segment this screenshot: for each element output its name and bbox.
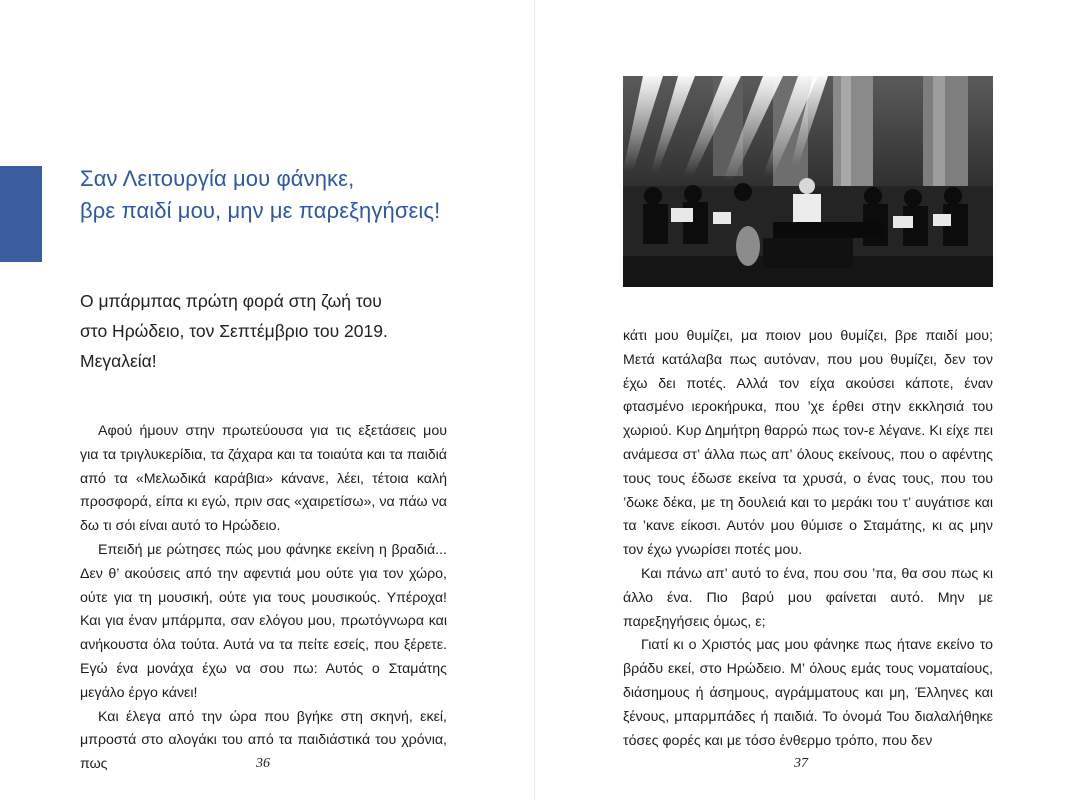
- heading-line-2: βρε παιδί μου, μην με παρεξηγήσεις!: [80, 198, 441, 223]
- paragraph: Γιατί κι ο Χριστός μας μου φάνηκε πως ήτανε εκείνο το βράδυ εκεί, στο Ηρώδειο. Μ’ όλους εμάς τους νοματαίους, διάσημους ή άσημους, αγράμματους και μη, Έλληνες και ξένους, μπαρμπάδες ή παιδιά. Το όνομά Του διαλαλήθηκε τόσες φορές και με τόσο ένθερμο τρόπο, που δεν: [623, 637, 993, 749]
- caption-line-2: στο Ηρώδειο, τον Σεπτέμβριο του 2019.: [80, 321, 388, 341]
- paragraph: κάτι μου θυμίζει, μα ποιον μου θυμίζει, βρε παιδί μου; Μετά κατάλαβα πως αυτόναν, που μου θυμίζει, δεν τον έχω δει ποτές. Αλλά τον είχα ακούσει κάποτε, έναν φτασμένο ιεροκήρυκα, που ’χε έρθει στην εκκλησιά του χωριού. Κυρ Δημήτρη θαρρώ πως τον-ε λέγανε. Κι είχε πει ανάμεσα στ’ άλλα πως απ’ όλους εκείνους, που ο αφέντης τους τους έδωσε εκείνα τα χρυσά, ο ένας τους, που του ’δωκε δέκα, με τη δουλειά και το μεράκι του τ’ αυγάτισε και τα ’κανε είκοσι. Αυτόν μου θύμισε ο Σταμάτης, κι ας μην τον έχω γνωρίσει ποτές μου.: [623, 328, 993, 559]
- accent-bar: [0, 166, 42, 262]
- page-number-right: 37: [794, 756, 808, 771]
- paragraph: Επειδή με ρώτησες πώς μου φάνηκε εκείνη η βραδιά... Δεν θ’ ακούσεις από την αφεντιά μου ούτε για τον χώρο, ούτε για τη μουσική, ούτε για τους μουσικούς. Υπέροχα! Και για έναν μπάρμπα, σαν ελόγου μου, πρωτόγνωρα και ανήκουστα όλα τούτα. Αυτά να τα πείτε εσείς, που ξέρετε. Εγώ ένα μονάχα έχω να σου πω: Αυτός ο Σταμάτης μεγάλο έργο κάνει!: [80, 541, 447, 701]
- paragraph: Αφού ήμουν στην πρωτεύουσα για τις εξετάσεις μου για τα τριγλυκερίδια, τα ζάχαρα και τα τοιαύτα και τα παιδιά από τα «Μελωδικά καράβια» κάνανε, λέει, τέτοια καλή προσφορά, είπα κι εγώ, πριν σας «χαιρετίσω», να πάω να δω τι σόι είναι αυτό το Ηρώδειο.: [80, 423, 447, 535]
- paragraph: Και έλεγα από την ώρα που βγήκε στη σκηνή, εκεί, μπροστά στο αλογάκι του από τα παιδιάστικά του χρόνια, πως: [80, 708, 447, 773]
- concert-photo: [623, 76, 993, 287]
- right-body-text: [623, 325, 993, 753]
- caption-line-1: Ο μπάρμπας πρώτη φορά στη ζωή του: [80, 291, 382, 311]
- photo-caption: [80, 286, 520, 376]
- page-number-left: 36: [256, 756, 270, 771]
- heading-line-1: Σαν Λειτουργία μου φάνηκε,: [80, 166, 355, 191]
- caption-line-3: Μεγαλεία!: [80, 351, 157, 371]
- paragraph: Και πάνω απ’ αυτό το ένα, που σου ’πα, θα σου πως κι άλλο ένα. Πιο βαρύ μου φαίνεται αυτό. Μην με παρεξηγήσεις όμως, ε;: [623, 565, 993, 630]
- chapter-heading: [80, 163, 520, 227]
- left-body-text: [80, 420, 447, 777]
